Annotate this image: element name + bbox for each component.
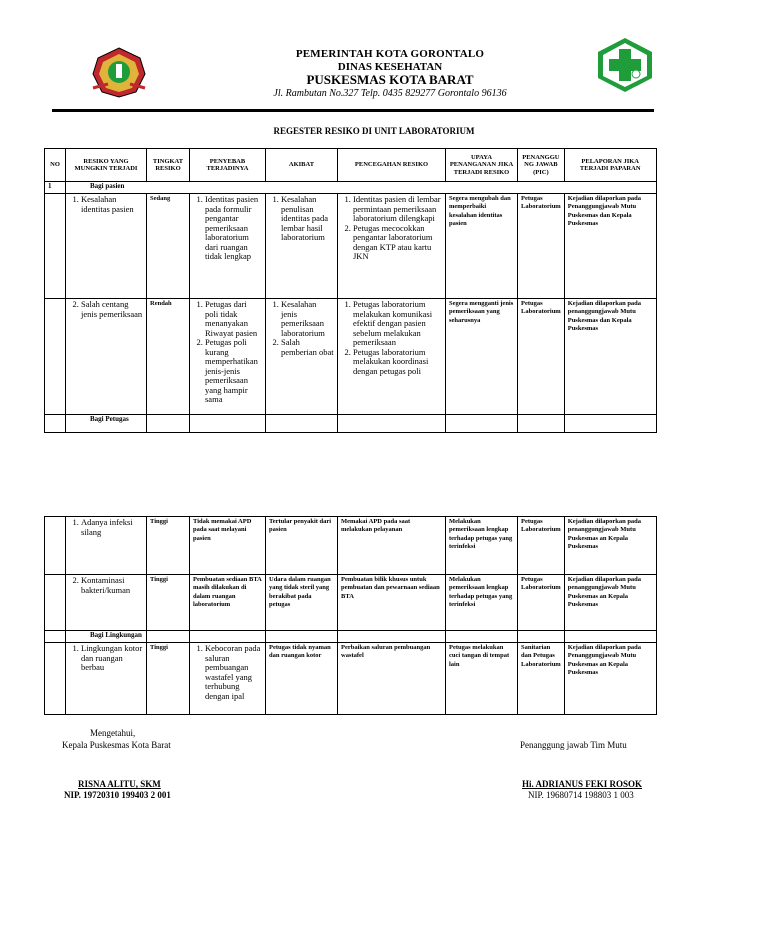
pic-cell: Sanitarian dan Petugas Laboratorium	[518, 643, 565, 715]
effect-cell: 1. Kesalahan penulisan identitas pada lembar hasil laboratorium	[266, 194, 338, 299]
col-level: TINGKAT RESIKO	[147, 149, 190, 182]
prevention-cell: Memakai APD pada saat melakukan pelayanan	[338, 517, 446, 575]
handling-cell: Melakukan pemeriksaan lengkap terhadap petugas yang terinfeksi	[446, 517, 518, 575]
col-effect: AKIBAT	[266, 149, 338, 182]
report-cell: Kejadian dilaporkan pada Penanggungjawab Mutu Puskesmas an Kepala Puskesmas	[564, 643, 656, 715]
document-title: REGESTER RESIKO DI UNIT LABORATORIUM	[273, 126, 475, 136]
col-no: NO	[45, 149, 66, 182]
signature-left-label1: Mengetahui,	[90, 728, 136, 738]
report-cell: Kejadian dilaporkan pada Penanggungjawab Mutu Puskesmas dan Kepala Puskesmas	[564, 194, 656, 299]
section-label-environment: Bagi Lingkungan	[66, 631, 147, 643]
level-cell: Rendah	[147, 299, 190, 415]
table-row	[45, 643, 657, 715]
letterhead-address: Jl. Rambutan No.327 Telp. 0435 829277 Gorontalo 96136	[273, 88, 507, 100]
risk-cell: 1. Adanya infeksi silang	[66, 517, 147, 575]
effect-cell: Udara dalam ruangan yang tidak steril yang berakibat pada petugas	[266, 575, 338, 631]
col-handling: UPAYA PENANGANAN JIKA TERJADI RESIKO	[446, 149, 518, 182]
prevention-cell: 1. Identitas pasien di lembar permintaan pemeriksaan laboratorium dilengkapi 2. Petugas mecocokkan pengantar laboratorium dengan KTP atau kartu JKN	[338, 194, 446, 299]
section-row-staff	[45, 415, 657, 433]
handling-cell: Segera mengubah dan memperbaiki kesalahan identitas pasien	[446, 194, 518, 299]
section-row-environment	[45, 631, 657, 643]
level-cell: Tinggi	[147, 643, 190, 715]
effect-cell: Tertular penyakit dari pasien	[266, 517, 338, 575]
cause-cell: Pembuatan sediaan BTA masih dilakukan di dalam ruangan laboratorium	[190, 575, 266, 631]
pic-cell: Petugas Laboratorium	[518, 194, 565, 299]
letterhead-line1: PEMERINTAH KOTA GORONTALO	[295, 48, 485, 60]
letterhead-divider	[52, 109, 654, 112]
col-pic: PENANGGU NG JAWAB (PIC)	[518, 149, 565, 182]
report-cell: Kejadian dilaporkan pada penanggungjawab Mutu Puskesmas an Kepala Puskesmas	[564, 575, 656, 631]
risk-cell: 1. Kesalahan identitas pasien	[66, 194, 147, 299]
col-cause: PENYEBAB TERJADINYA	[190, 149, 266, 182]
handling-cell: Melakukan pemeriksaan lengkap terhadap petugas yang terinfeksi	[446, 575, 518, 631]
cause-cell: 1. Petugas dari poli tidak menanyakan Riwayat pasien 2. Petugas poli kurang memperhatikan jenis-jenis pemeriksaan yang hampir sama	[190, 299, 266, 415]
table-row	[45, 517, 657, 575]
table-row	[45, 575, 657, 631]
cause-cell: Tidak memakai APD pada saat melayani pasien	[190, 517, 266, 575]
effect-cell: Petugas tidak nyaman dan ruangan kotor	[266, 643, 338, 715]
section-label-patient: Bagi pasien	[66, 182, 657, 194]
table-header-row	[45, 149, 657, 182]
cause-cell: 1. Kebocoran pada saluran pembuangan wastafel yang terhubung dengan ipal	[190, 643, 266, 715]
col-risk: RESIKO YANG MUNGKIN TERJADI	[66, 149, 147, 182]
col-report: PELAPORAN JIKA TERJADI PAPARAN	[564, 149, 656, 182]
handling-cell: Petugas melakukan cuci tangan di tempat lain	[446, 643, 518, 715]
level-cell: Tinggi	[147, 517, 190, 575]
table-row	[45, 299, 657, 415]
risk-register-table	[44, 148, 657, 433]
prevention-cell: Pembuatan bilik khusus untuk pembuatan dan pewarnaan sediaan BTA	[338, 575, 446, 631]
handling-cell: Segera mengganti jenis pemeriksaan yang seharusnya	[446, 299, 518, 415]
row-number: 1	[45, 182, 66, 194]
pic-cell: Petugas Laboratorium	[518, 575, 565, 631]
pic-cell: Petugas Laboratorium	[518, 299, 565, 415]
section-label-staff: Bagi Petugas	[66, 415, 147, 433]
risk-cell: 2. Kontaminasi bakteri/kuman	[66, 575, 147, 631]
cause-cell: 1. Identitas pasien pada formulir pengantar pemeriksaan laboratorium dari ruangan tidak lengkap	[190, 194, 266, 299]
prevention-cell: 1. Petugas laboratorium melakukan komunikasi efektif dengan pasien sebelum melakukan pemeriksaan 2. Petugas laboratorium melakukan koordinasi dengan petugas poli	[338, 299, 446, 415]
signature-left-label2: Kepala Puskesmas Kota Barat	[62, 740, 171, 750]
level-cell: Tinggi	[147, 575, 190, 631]
table-row	[45, 194, 657, 299]
signature-left-name: RISNA ALITU, SKM	[78, 779, 161, 789]
letterhead	[200, 48, 580, 100]
signature-left-nip: NIP. 19720310 199403 2 001	[64, 790, 171, 800]
report-cell: Kejadian dilaporkan pada penanggungjawab Mutu Puskesmas dan Kepala Puskesmas	[564, 299, 656, 415]
col-prevention: PENCEGAHAN RESIKO	[338, 149, 446, 182]
level-cell: Sedang	[147, 194, 190, 299]
prevention-cell: Perbaikan saluran pembuangan wastafel	[338, 643, 446, 715]
letterhead-line3: PUSKESMAS KOTA BARAT	[306, 72, 474, 88]
risk-cell: 2. Salah centang jenis pemeriksaan	[66, 299, 147, 415]
risk-register-table-continued	[44, 516, 657, 715]
signature-right-name: Hi. ADRIANUS FEKI ROSOK	[522, 779, 643, 789]
section-row-patient	[45, 182, 657, 194]
pic-cell: Petugas Laboratorium	[518, 517, 565, 575]
effect-cell: 1. Kesalahan jenis pemeriksaan laboratorium 2. Salah pemberian obat	[266, 299, 338, 415]
gorontalo-emblem-icon	[88, 44, 150, 100]
signature-right-label: Penanggung jawab Tim Mutu	[520, 740, 627, 750]
letterhead-line2: DINAS KESEHATAN	[337, 60, 443, 73]
puskesmas-logo-icon	[594, 36, 656, 94]
signature-right-nip: NIP. 19680714 198803 1 003	[528, 790, 634, 800]
report-cell: Kejadian dilaporkan pada penanggungjawab Mutu Puskesmas an Kepala Puskesmas	[564, 517, 656, 575]
risk-cell: 1. Lingkungan kotor dan ruangan berbau	[66, 643, 147, 715]
